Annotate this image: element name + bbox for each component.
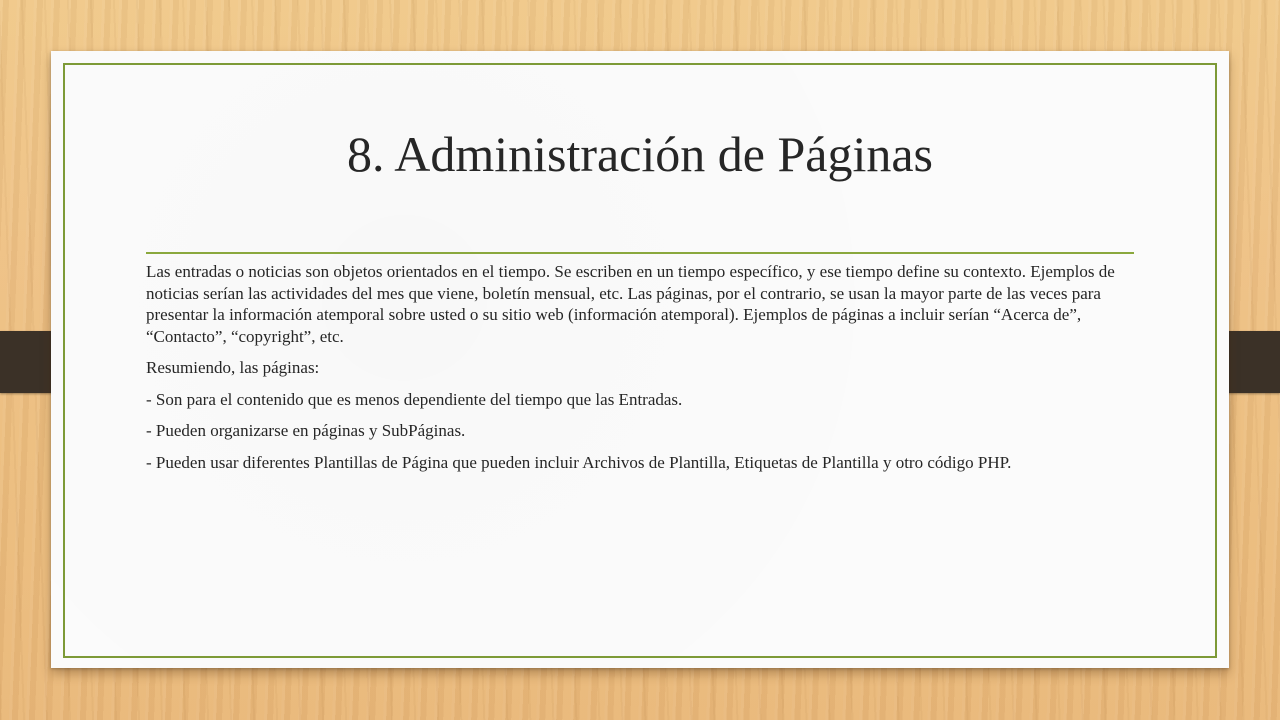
slide-body (146, 261, 1141, 483)
slide-title: 8. Administración de Páginas (346, 126, 934, 182)
body-list-item: - Son para el contenido que es menos dependiente del tiempo que las Entradas. (146, 389, 683, 409)
slide (51, 51, 1229, 668)
title-divider (146, 252, 1134, 254)
body-paragraph-summary: Resumiendo, las páginas: (146, 358, 320, 377)
body-paragraph-intro: Las entradas o noticias son objetos orientados en el tiempo. Se escriben en un tiempo específico, y ese tiempo define su contexto. Ejemplos de noticias serían las actividades del mes que viene, boletín mensual, etc. Las páginas, por el contrario, se usan la mayor parte de las veces para presentar la información atemporal sobre usted o su sitio web (información atemporal). Ejemplos de páginas a incluir serían “Acerca de”, “Contacto”, “copyright”, etc. (146, 262, 1115, 346)
body-list-item: - Pueden organizarse en páginas y SubPáginas. (146, 421, 466, 440)
body-list-item: - Pueden usar diferentes Plantillas de Página que pueden incluir Archivos de Plantilla, Etiquetas de Plantilla y otro código PHP. (146, 452, 1012, 472)
